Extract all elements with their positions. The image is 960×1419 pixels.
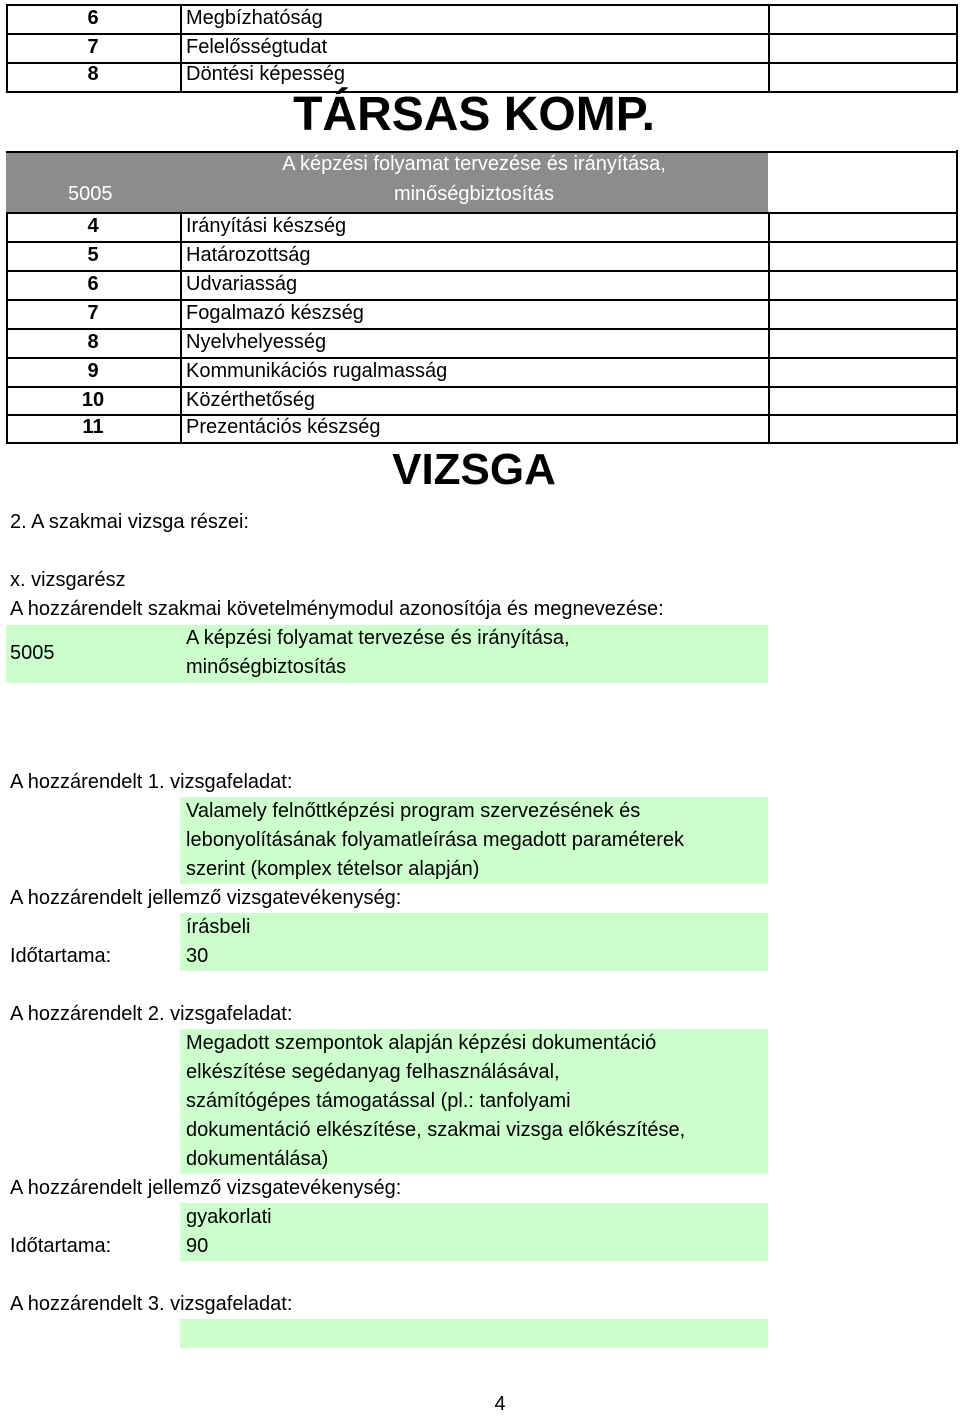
task2-activity: gyakorlati — [186, 1206, 272, 1228]
task2-line: elkészítése segédanyag felhasználásával, — [186, 1061, 560, 1083]
task2-line: számítógépes támogatással (pl.: tanfolyami — [186, 1090, 571, 1112]
task1-line: Valamely felnőttképzési program szervezésének és — [186, 800, 641, 822]
module-name-line2: minőségbiztosítás — [186, 656, 347, 678]
row-number: 11 — [82, 416, 104, 438]
task1-line: lebonyolításának folyamatleírása megadott paraméterek — [186, 829, 685, 851]
row-label: Kommunikációs rugalmasság — [186, 360, 448, 382]
page-number: 4 — [494, 1393, 506, 1415]
task1-duration: 30 — [186, 945, 209, 967]
task1-activity-label: A hozzárendelt jellemző vizsgatevékenység: — [10, 887, 402, 909]
task1-line: szerint (komplex tételsor alapján) — [186, 858, 480, 880]
task2-line: dokumentáció elkészítése, szakmai vizsga előkészítése, — [186, 1119, 686, 1141]
module-name-line1: A képzési folyamat tervezése és irányítása, — [282, 153, 666, 175]
task3-label: A hozzárendelt 3. vizsgafeladat: — [10, 1293, 293, 1315]
row-number: 9 — [87, 360, 99, 382]
row-label: Megbízhatóság — [186, 7, 323, 29]
row-number: 10 — [81, 389, 105, 411]
module-name-line2: minőségbiztosítás — [393, 183, 555, 205]
row-number: 6 — [87, 7, 99, 29]
row-number: 7 — [87, 302, 99, 324]
task1-activity: írásbeli — [186, 916, 251, 938]
row-number: 6 — [87, 273, 99, 295]
task2-line: dokumentálása) — [186, 1148, 329, 1170]
task1-label: A hozzárendelt 1. vizsgafeladat: — [10, 771, 293, 793]
section-title-social: TÁRSAS KOMP. — [293, 88, 655, 141]
module-code: 5005 — [10, 642, 55, 664]
task3-box — [180, 1319, 768, 1348]
row-label: Határozottság — [186, 244, 311, 266]
row-number: 5 — [87, 244, 99, 266]
row-label: Felelősségtudat — [186, 36, 328, 58]
row-number: 8 — [87, 63, 99, 85]
row-number: 7 — [87, 36, 99, 58]
task2-duration-label: Időtartama: — [10, 1235, 112, 1257]
row-label: Udvariasság — [186, 273, 298, 295]
task2-line: Megadott szempontok alapján képzési dokumentáció — [186, 1032, 657, 1054]
row-label: Nyelvhelyesség — [186, 331, 327, 353]
task1-activity-box — [180, 913, 768, 971]
task2-label: A hozzárendelt 2. vizsgafeladat: — [10, 1003, 293, 1025]
exam-parts-label: 2. A szakmai vizsga részei: — [10, 511, 249, 533]
row-number: 4 — [87, 215, 99, 237]
exam-part-label: x. vizsgarész — [10, 569, 126, 591]
row-label: Fogalmazó készség — [186, 302, 364, 324]
row-label: Közérthetőség — [186, 389, 315, 411]
row-label: Döntési képesség — [186, 63, 345, 85]
task2-duration: 90 — [186, 1235, 209, 1257]
row-number: 8 — [87, 331, 99, 353]
row-label: Prezentációs készség — [186, 416, 381, 438]
module-label: A hozzárendelt szakmai követelménymodul azonosítója és megnevezése: — [10, 598, 664, 620]
task2-activity-label: A hozzárendelt jellemző vizsgatevékenység: — [10, 1177, 402, 1199]
section-title-exam: VIZSGA — [392, 445, 556, 494]
module-name-line1: A képzési folyamat tervezése és irányítása, — [186, 627, 570, 649]
module-code: 5005 — [68, 183, 113, 205]
task1-duration-label: Időtartama: — [10, 945, 112, 967]
row-label: Irányítási készség — [186, 215, 347, 237]
